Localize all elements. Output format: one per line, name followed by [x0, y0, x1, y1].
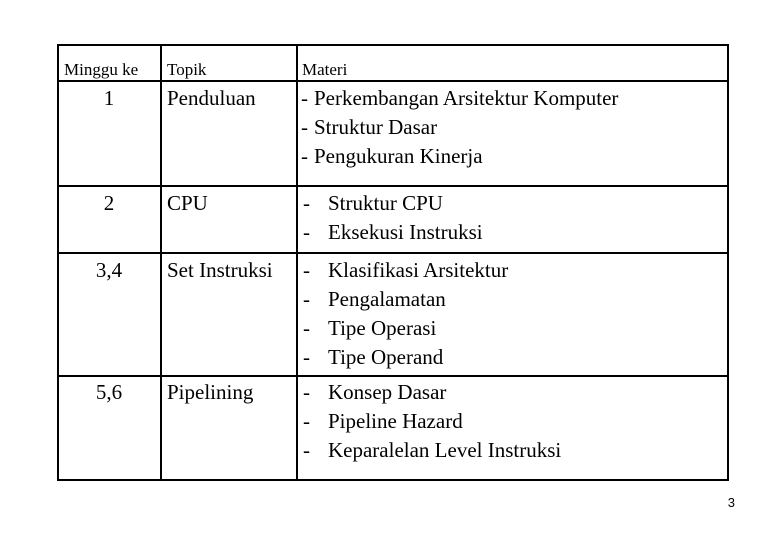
row-3-week: 3,4 — [95, 258, 123, 282]
bullet-dash: - — [303, 438, 310, 462]
row-1-week: 1 — [103, 86, 115, 110]
material-text: Perkembangan Arsitektur Komputer — [314, 86, 619, 110]
material-item — [303, 343, 508, 372]
bullet-dash: - — [303, 258, 310, 282]
material-text: Keparalelan Level Instruksi — [328, 438, 562, 462]
bullet-dash: - — [303, 380, 310, 404]
row-1-materials — [301, 84, 618, 171]
material-item — [301, 84, 618, 113]
row-3-materials — [303, 256, 508, 372]
header-material: Materi — [302, 60, 348, 79]
row-3-topic: Set Instruksi — [167, 258, 273, 282]
material-text: Pengukuran Kinerja — [314, 144, 483, 168]
bullet-dash: - — [303, 220, 310, 244]
material-text: Konsep Dasar — [328, 380, 447, 404]
column-divider-2 — [296, 46, 298, 479]
header-week: Minggu ke — [64, 60, 139, 79]
bullet-dash: - — [301, 86, 308, 110]
material-item — [303, 407, 561, 436]
row-4-topic: Pipelining — [167, 380, 254, 404]
material-text: Pengalamatan — [328, 287, 446, 311]
row-4-materials — [303, 378, 561, 465]
material-item — [303, 436, 561, 465]
bullet-dash: - — [303, 287, 310, 311]
header-topic: Topik — [167, 60, 207, 79]
material-item — [303, 378, 561, 407]
page-number: 3 — [727, 495, 735, 510]
bullet-dash: - — [303, 191, 310, 215]
bullet-dash: - — [303, 409, 310, 433]
material-text: Tipe Operasi — [328, 316, 437, 340]
bullet-dash: - — [303, 316, 310, 340]
material-text: Struktur CPU — [328, 191, 443, 215]
bullet-dash: - — [303, 345, 310, 369]
material-text: Tipe Operand — [328, 345, 444, 369]
row-2-week: 2 — [103, 191, 115, 215]
material-item — [303, 189, 483, 218]
material-text: Eksekusi Instruksi — [328, 220, 483, 244]
material-text: Klasifikasi Arsitektur — [328, 258, 509, 282]
bullet-dash: - — [301, 115, 308, 139]
material-text: Struktur Dasar — [314, 115, 438, 139]
column-divider-1 — [160, 46, 162, 479]
material-item — [303, 256, 508, 285]
material-text: Pipeline Hazard — [328, 409, 463, 433]
material-item — [301, 142, 618, 171]
row-2-topic: CPU — [167, 191, 208, 215]
material-item — [301, 113, 618, 142]
material-item — [303, 285, 508, 314]
syllabus-table — [57, 44, 729, 481]
row-4-week: 5,6 — [95, 380, 123, 404]
row-1-topic: Penduluan — [167, 86, 256, 110]
row-2-materials — [303, 189, 483, 247]
material-item — [303, 218, 483, 247]
bullet-dash: - — [301, 144, 308, 168]
material-item — [303, 314, 508, 343]
